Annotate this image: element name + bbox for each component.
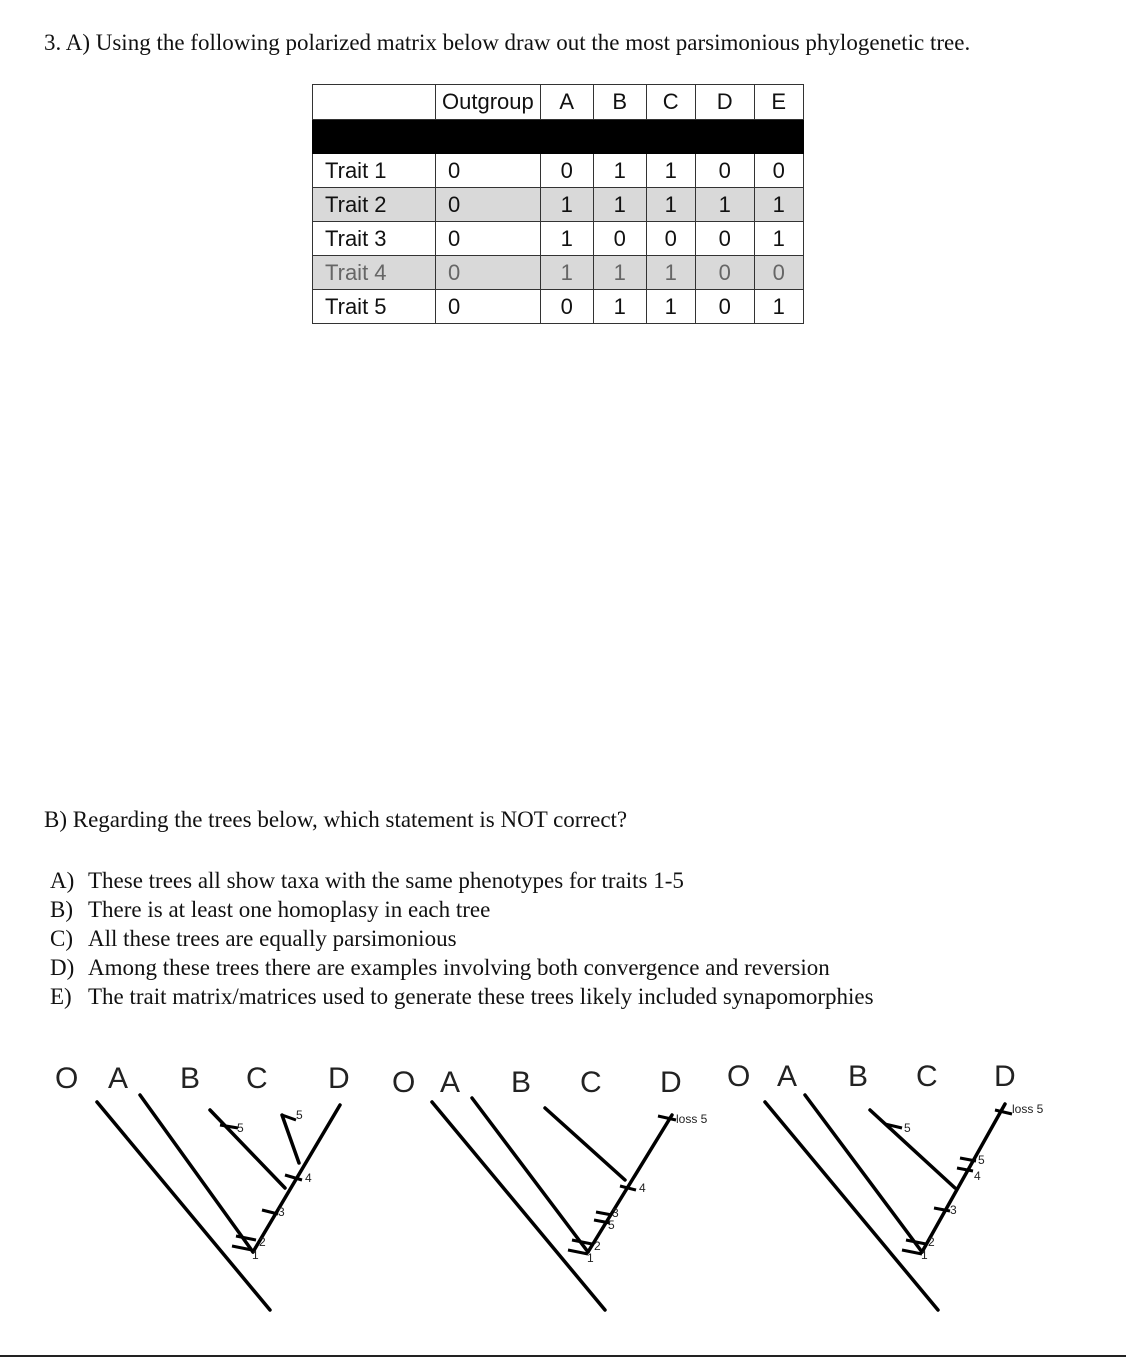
option-b[interactable] <box>50 895 874 924</box>
cell-e: 1 <box>754 188 803 222</box>
trait-number: 3 <box>278 1205 285 1219</box>
trait-tick <box>995 1110 1012 1114</box>
option-text: These trees all show taxa with the same phenotypes for traits 1-5 <box>88 868 684 893</box>
trait-number: 5 <box>978 1153 985 1167</box>
trait-label: Trait 5 <box>313 290 436 324</box>
taxon-label: A <box>777 1060 798 1093</box>
option-letter: B) <box>50 897 73 922</box>
cell-e: 1 <box>754 222 803 256</box>
trait-number: 4 <box>305 1171 312 1185</box>
header-outgroup: Outgroup <box>436 85 541 120</box>
question-part-a: 3. A) Using the following polarized matrix below draw out the most parsimonious phylogenetic tree. <box>44 30 971 55</box>
trait-tick <box>596 1212 612 1215</box>
matrix-header-row <box>313 85 804 120</box>
trait-label: Trait 1 <box>313 154 436 188</box>
taxon-label: A <box>108 1062 129 1095</box>
tree-3 <box>727 1060 1044 1310</box>
trait-label: Trait 2 <box>313 188 436 222</box>
matrix-row-trait-3 <box>313 222 804 256</box>
taxon-label: C <box>246 1062 268 1095</box>
cell-a: 1 <box>540 222 593 256</box>
trait-tick <box>220 1125 238 1128</box>
trait-number: loss 5 <box>1012 1102 1044 1116</box>
branch-b-c <box>545 1108 625 1180</box>
branch-d-trunk <box>922 1104 1005 1252</box>
trait-tick <box>236 1236 256 1240</box>
branch-outgroup <box>432 1102 605 1310</box>
taxon-label: B <box>848 1060 869 1093</box>
trait-number: 5 <box>608 1218 615 1232</box>
taxon-label: C <box>916 1060 938 1093</box>
branch-outgroup <box>97 1102 270 1310</box>
cell-a: 1 <box>540 256 593 290</box>
trait-tick <box>572 1240 592 1244</box>
cell-c: 1 <box>646 188 695 222</box>
tree-2 <box>392 1066 708 1310</box>
cell-b: 0 <box>593 222 646 256</box>
option-letter: D) <box>50 955 75 980</box>
cladograms <box>0 1040 1126 1340</box>
header-b: B <box>593 85 646 120</box>
tree-1 <box>55 1062 350 1310</box>
cell-c: 1 <box>646 154 695 188</box>
trait-number: 2 <box>594 1239 601 1253</box>
cell-outgroup: 0 <box>436 290 541 324</box>
taxon-label: O <box>55 1062 79 1095</box>
option-text: There is at least one homoplasy in each tree <box>88 897 491 922</box>
trait-tick <box>658 1116 676 1120</box>
taxon-label: O <box>392 1066 416 1099</box>
cell-e: 0 <box>754 256 803 290</box>
option-text: Among these trees there are examples involving both convergence and reversion <box>88 955 830 980</box>
trait-number: 1 <box>252 1248 259 1262</box>
cell-d: 0 <box>695 256 754 290</box>
trait-number: 1 <box>921 1248 928 1262</box>
cell-c: 1 <box>646 256 695 290</box>
taxon-label: C <box>580 1066 602 1099</box>
taxon-label: D <box>994 1060 1016 1093</box>
matrix-row-trait-1 <box>313 154 804 188</box>
option-letter: A) <box>50 868 75 893</box>
taxon-label: D <box>660 1066 682 1099</box>
cell-b: 1 <box>593 256 646 290</box>
trait-number: 5 <box>296 1108 303 1122</box>
trait-number: 5 <box>237 1121 244 1135</box>
branch-b <box>210 1110 285 1188</box>
matrix-row-trait-2 <box>313 188 804 222</box>
cell-e: 0 <box>754 154 803 188</box>
cell-d: 1 <box>695 188 754 222</box>
header-a: A <box>540 85 593 120</box>
trait-number: loss 5 <box>676 1112 708 1126</box>
cell-c: 0 <box>646 222 695 256</box>
taxon-label: A <box>440 1066 461 1099</box>
header-c: C <box>646 85 695 120</box>
cell-e: 1 <box>754 290 803 324</box>
cell-a: 1 <box>540 188 593 222</box>
cell-outgroup: 0 <box>436 222 541 256</box>
trait-number: 4 <box>974 1169 981 1183</box>
trait-label: Trait 4 <box>313 256 436 290</box>
trait-matrix <box>312 84 804 324</box>
cell-d: 0 <box>695 290 754 324</box>
trait-number: 3 <box>950 1203 957 1217</box>
matrix-divider-bar <box>313 120 804 154</box>
branch-a <box>472 1098 588 1252</box>
option-e[interactable] <box>50 982 874 1011</box>
trait-label: Trait 3 <box>313 222 436 256</box>
cell-b: 1 <box>593 154 646 188</box>
trait-number: 2 <box>928 1235 935 1249</box>
cell-outgroup: 0 <box>436 188 541 222</box>
branch-outgroup <box>765 1102 938 1310</box>
cell-b: 1 <box>593 188 646 222</box>
taxon-label: B <box>180 1062 201 1095</box>
cell-b: 1 <box>593 290 646 324</box>
trait-tick <box>906 1240 926 1244</box>
header-e: E <box>754 85 803 120</box>
option-d[interactable] <box>50 953 874 982</box>
trait-number: 4 <box>639 1181 646 1195</box>
bottom-divider <box>0 1355 1126 1357</box>
taxon-label: D <box>328 1062 350 1095</box>
question-part-b: B) Regarding the trees below, which statement is NOT correct? <box>44 807 628 832</box>
trait-tick <box>620 1186 636 1190</box>
trait-number: 3 <box>612 1206 619 1220</box>
option-text: All these trees are equally parsimonious <box>88 926 457 951</box>
cell-a: 0 <box>540 154 593 188</box>
cell-outgroup: 0 <box>436 256 541 290</box>
matrix-row-trait-5 <box>313 290 804 324</box>
taxon-label: O <box>727 1060 751 1093</box>
matrix-corner-cell <box>313 85 436 120</box>
taxon-label: B <box>511 1066 532 1099</box>
option-text: The trait matrix/matrices used to generate these trees likely included synapomorphies <box>88 984 874 1009</box>
branch-c <box>282 1115 299 1163</box>
option-letter: C) <box>50 926 73 951</box>
branch-b <box>870 1110 955 1188</box>
trait-number: 1 <box>587 1251 594 1265</box>
trait-number: 5 <box>904 1121 911 1135</box>
header-d: D <box>695 85 754 120</box>
cell-outgroup: 0 <box>436 154 541 188</box>
matrix-row-trait-4 <box>313 256 804 290</box>
cell-c: 1 <box>646 290 695 324</box>
option-c[interactable] <box>50 924 874 953</box>
branch-d-trunk <box>588 1115 672 1252</box>
cell-a: 0 <box>540 290 593 324</box>
cell-d: 0 <box>695 222 754 256</box>
option-a[interactable] <box>50 866 874 895</box>
answer-options <box>50 866 874 1011</box>
trait-number: 2 <box>259 1235 266 1249</box>
option-letter: E) <box>50 984 72 1009</box>
cell-d: 0 <box>695 154 754 188</box>
